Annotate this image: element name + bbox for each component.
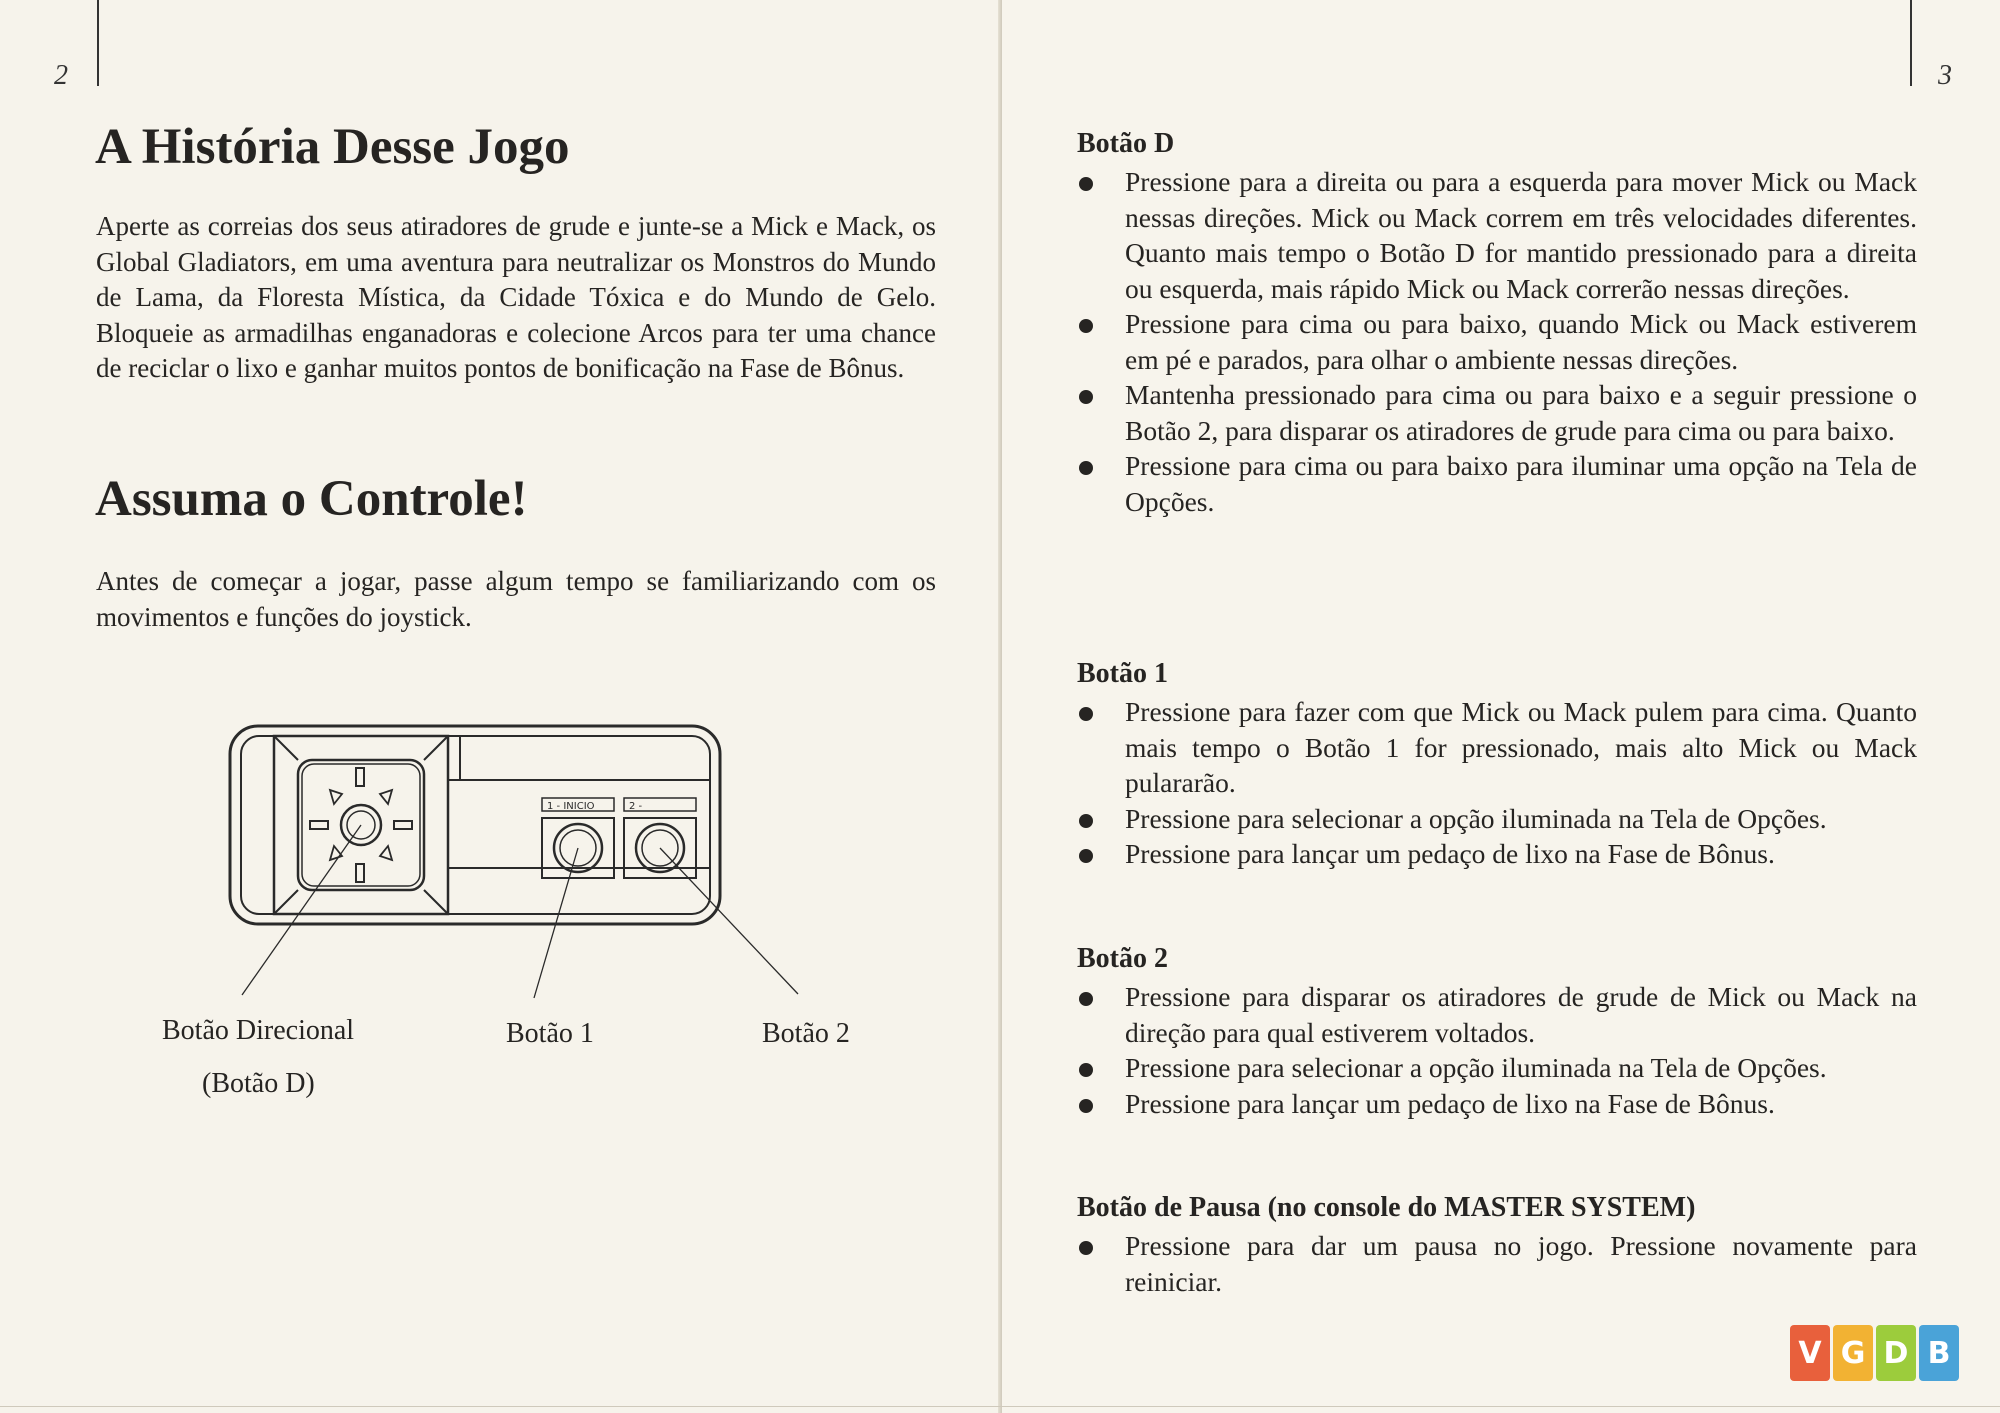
list-item: Pressione para selecionar a opção iluminada na Tela de Opções. — [1077, 801, 1917, 837]
caption-dpad-sub: (Botão D) — [202, 1068, 315, 1099]
section-heading: Botão 2 — [1077, 943, 1168, 974]
list-item: Pressione para lançar um pedaço de lixo na Fase de Bônus. — [1077, 836, 1917, 872]
watermark-letter: G — [1833, 1325, 1873, 1381]
list-item: Pressione para dar um pausa no jogo. Pressione novamente para reiniciar. — [1077, 1228, 1917, 1299]
caption-button2: Botão 2 — [762, 1018, 850, 1049]
joystick-diagram — [150, 690, 910, 1140]
list-item: Pressione para selecionar a opção iluminada na Tela de Opções. — [1077, 1050, 1917, 1086]
list-item: Pressione para a direita ou para a esquerda para mover Mick ou Mack nessas direções. Mick ou Mack correm em três velocidades diferentes. Quanto mais tempo o Botão D for mantido pressionado para a direita ou esquerda, mais rápido Mick ou Mack correrão nessas direções. — [1077, 164, 1917, 306]
page-number: 2 — [54, 60, 68, 91]
bullet-icon — [1079, 461, 1093, 475]
bullet-icon — [1079, 1063, 1093, 1077]
list-item: Pressione para cima ou para baixo, quando Mick ou Mack estiverem em pé e parados, para olhar o ambiente nessas direções. — [1077, 306, 1917, 377]
page-rule — [1910, 0, 1912, 86]
list-item: Mantenha pressionado para cima ou para baixo e a seguir pressione o Botão 2, para disparar os atiradores de grude para cima ou para baixo. — [1077, 377, 1917, 448]
story-paragraph: Aperte as correias dos seus atiradores de grude e junte-se a Mick e Mack, os Global Gladiators, em uma aventura para neutralizar os Monstros do Mundo de Lama, da Floresta Mística, da Cidade Tóxica e do Mundo de Gelo. Bloqueie as armadilhas enganadoras e colecione Arcos para ter uma chance de reciclar o lixo e ganhar muitos pontos de bonificação na Fase de Bônus. — [96, 211, 936, 383]
bullet-icon — [1079, 707, 1093, 721]
story-heading: A História Desse Jogo — [95, 119, 570, 175]
bullet-icon — [1079, 390, 1093, 404]
list-item: Pressione para fazer com que Mick ou Mack pulem para cima. Quanto mais tempo o Botão 1 for pressionado, mais alto Mick ou Mack pulararão. — [1077, 694, 1917, 801]
section-heading: Botão D — [1077, 128, 1175, 159]
section-heading: Botão de Pausa (no console do MASTER SYSTEM) — [1077, 1192, 1696, 1223]
section-heading: Botão 1 — [1077, 658, 1168, 689]
section-pause — [1077, 1190, 1917, 1299]
bullet-icon — [1079, 177, 1093, 191]
watermark-letter: B — [1919, 1325, 1959, 1381]
section-button2 — [1077, 941, 1917, 1121]
section-dpad — [1077, 126, 1917, 519]
bullet-icon — [1079, 1241, 1093, 1255]
bullet-icon — [1079, 992, 1093, 1006]
button1-tag: 1 - INICIO — [547, 801, 595, 812]
controls-heading: Assuma o Controle! — [95, 471, 528, 527]
watermark-letter: D — [1876, 1325, 1916, 1381]
bullet-icon — [1079, 814, 1093, 828]
bullet-icon — [1079, 849, 1093, 863]
bullet-icon — [1079, 319, 1093, 333]
list-item: Pressione para lançar um pedaço de lixo na Fase de Bônus. — [1077, 1086, 1917, 1122]
caption-button1: Botão 1 — [506, 1018, 594, 1049]
button2-tag: 2 - — [629, 801, 643, 812]
section-button1 — [1077, 656, 1917, 872]
vgdb-watermark — [1790, 1325, 1959, 1381]
controls-paragraph: Antes de começar a jogar, passe algum tempo se familiarizando com os movimentos e funções do joystick. — [96, 566, 936, 632]
bullet-icon — [1079, 1099, 1093, 1113]
page-bottom-edge — [0, 1406, 2000, 1407]
list-item: Pressione para disparar os atiradores de grude de Mick ou Mack na direção para qual estiverem voltados. — [1077, 979, 1917, 1050]
page-number: 3 — [1938, 60, 1952, 91]
watermark-letter: V — [1790, 1325, 1830, 1381]
caption-dpad: Botão Direcional — [162, 1015, 355, 1046]
list-item: Pressione para cima ou para baixo para iluminar uma opção na Tela de Opções. — [1077, 448, 1917, 519]
page-rule — [97, 0, 99, 86]
